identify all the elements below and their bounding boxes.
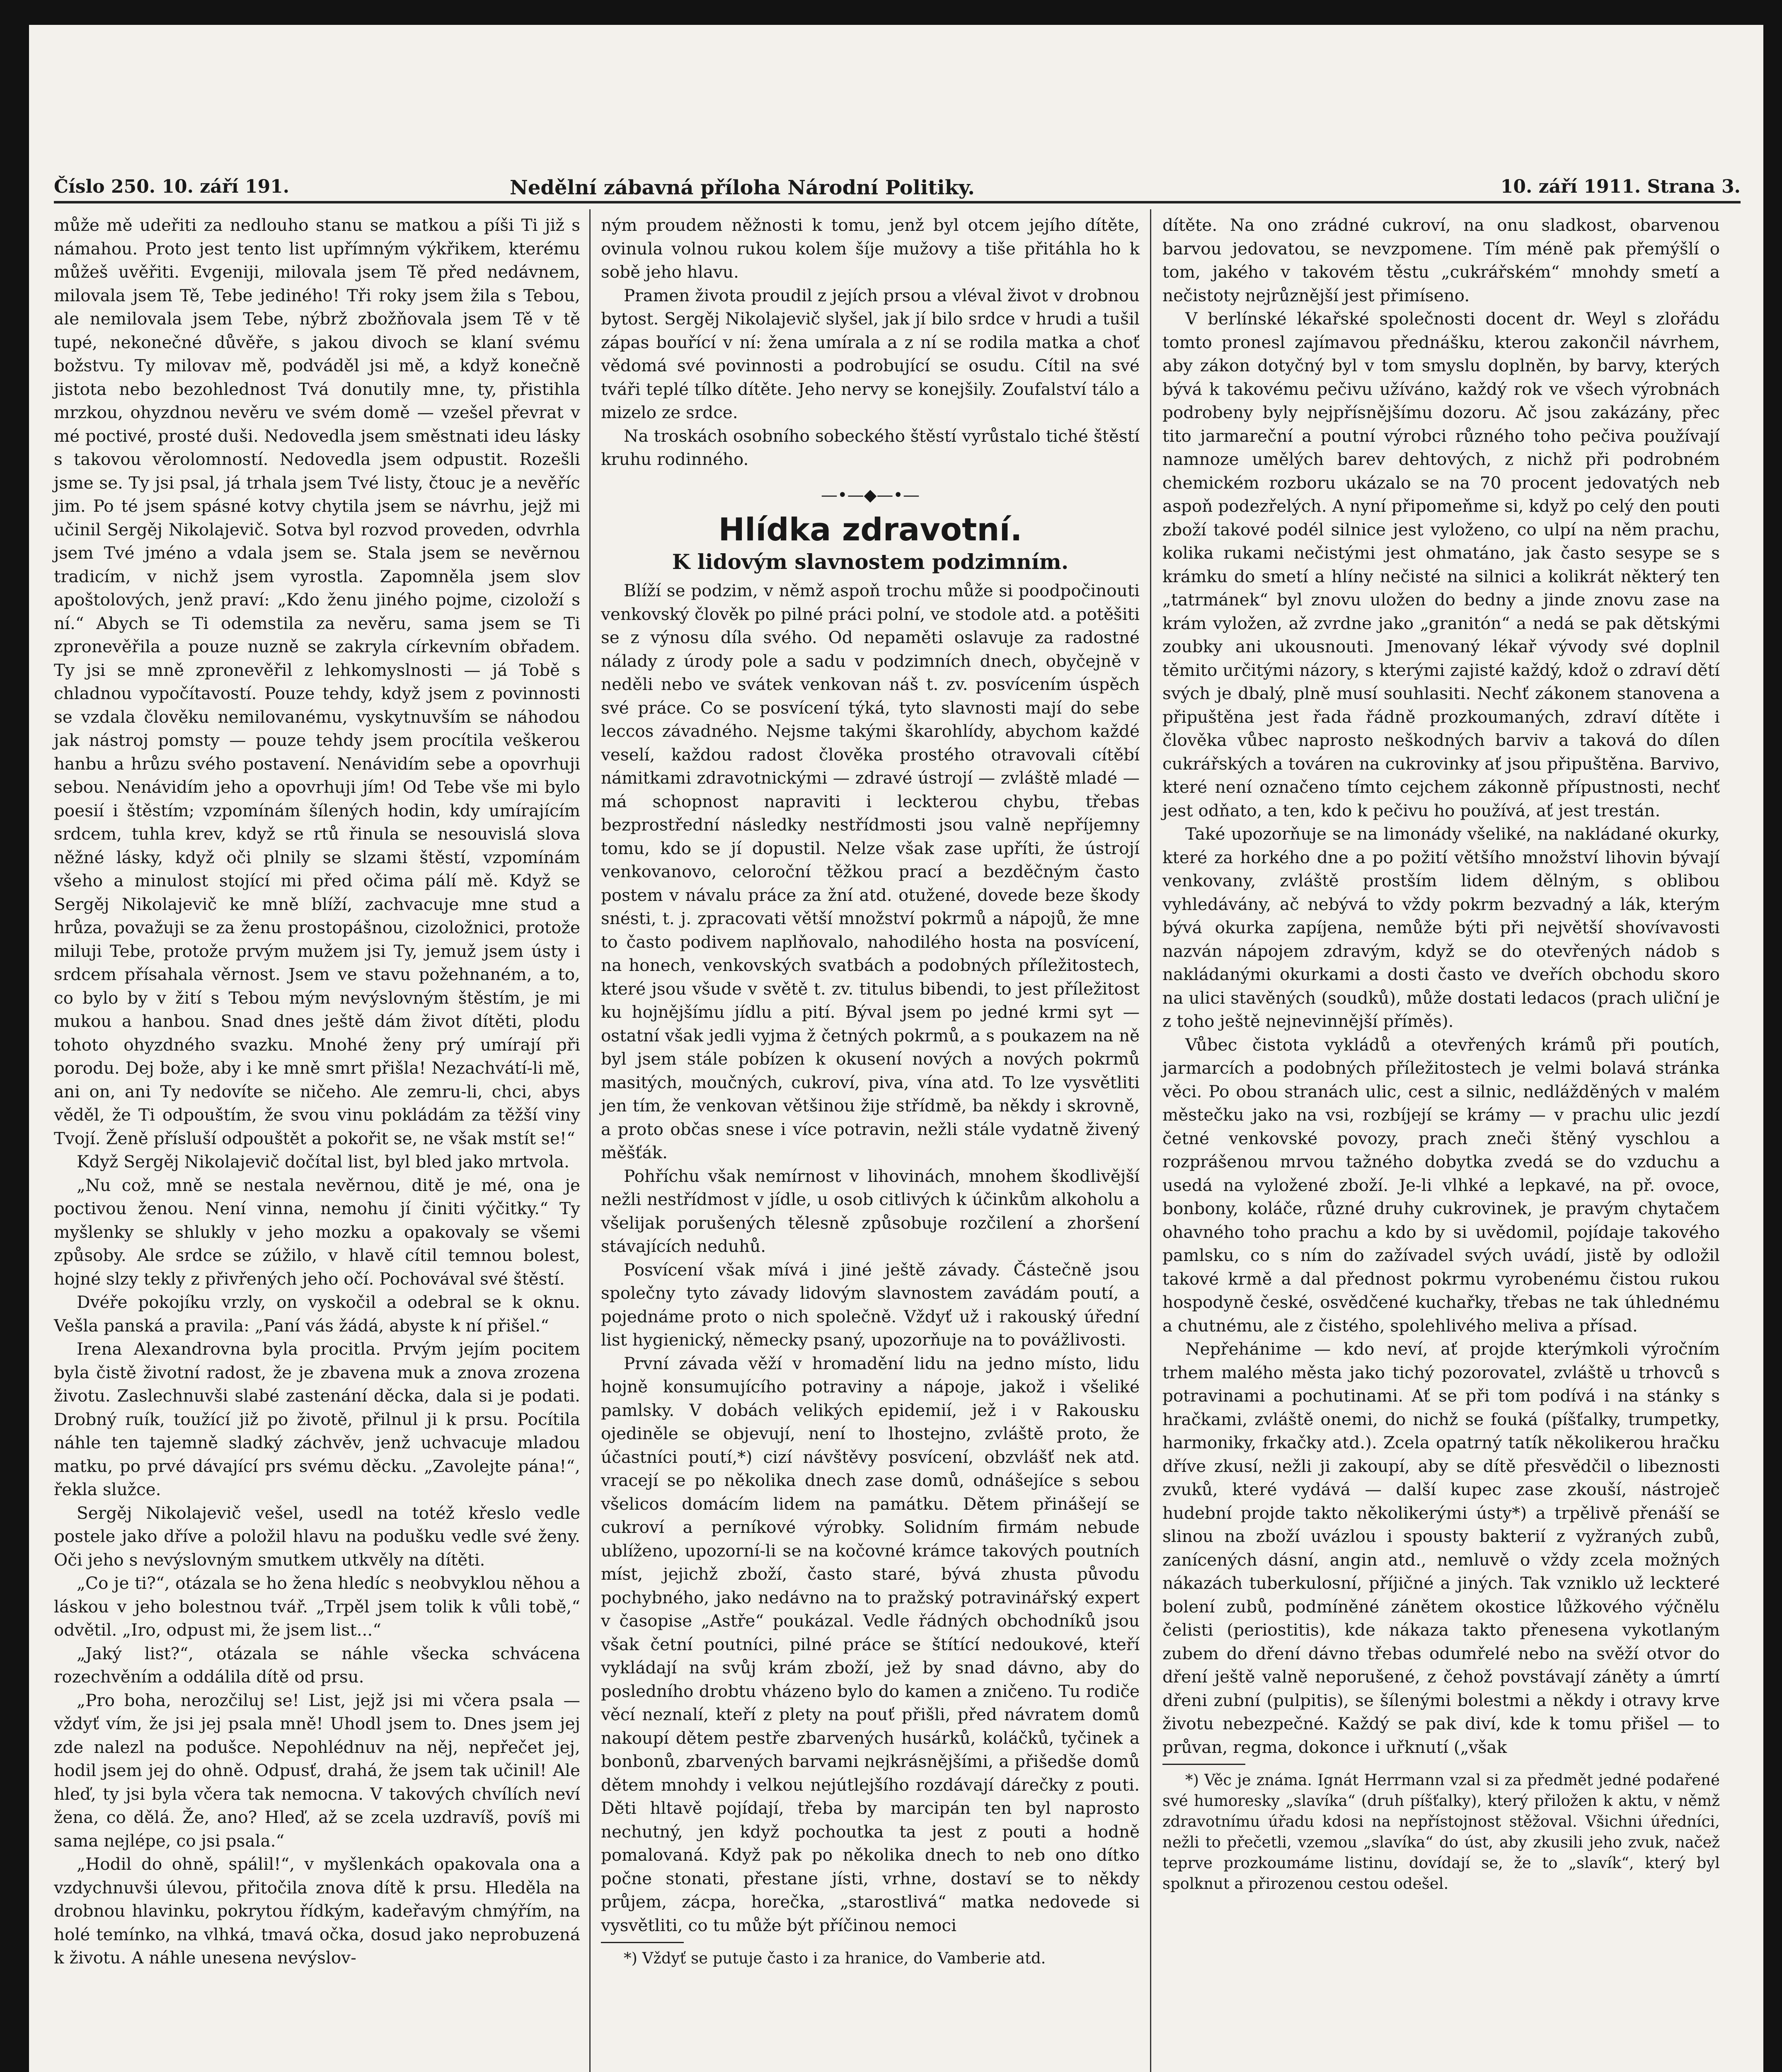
paragraph: může mě udeřiti za nedlouho stanu se matkou a píši Ti již s námahou. Proto jest tento list upřímným výkřikem, kterému můžeš uvěřiti. Evgeniji, milovala jsem Tě před nedávnem, milovala jsem Tě, Tebe jediného! Tři roky jsem žila s Tebou, ale nemilovala jsem Tebe, nýbrž zbožňovala jsem Tě v tě tupé, nekonečné důvěře, s jakou divoch se klaní svému božstvu. Ty milovav mě, podváděl jsi mě, a když konečně jistota nebo bezohlednost Tvá donutily mne, ty, přistihla mrzkou, ohyzdnou nevěru ve svém domě — vzešel převrat v mé poctivé, prosté duši. Nedovedla jsem směstnati ideu lásky s takovou věrolomností. Nedovedla jsem odpustit. Rozešli jsme se. Ty jsi psal, já trhala jsem Tvé listy, čtouc je a nevěříc jim. Po té jsem spásné kotvy chytila jsem se návrhu, jejž mi učinil Sergěj Nikolajevič. Sotva byl rozvod proveden, odvrhla jsem Tvé jméno a vdala jsem se. Stala jsem se nevěrnou tradicím, v nichž jsem vyrostla. Zapomněla jsem slov apoštolových, jenž praví: „Kdo ženu jiného pojme, cizoloží s ní.“ Abych se Ti odemstila za nevěru, sama jsem se Ti zpronevěřila a pouze nuzně se zakryla církevním obřadem. Ty jsi se mně zpronevěřil z lehkomyslnosti — já Tobě s chladnou vypočítavostí. Pouze tehdy, když jsem z povinnosti se vzdala člověku nemilovanému, vyskytnuvším se náhodou jak nástroj pomsty — pouze tehdy jsem procítila veškerou hanbu a hrůzu svého postavení. Nenávidím sebe a opovrhuji sebou. Nenávidím jeho a opovrhuji jím! Od Tebe vše mi bylo poesií i štěstím; vzpomínám šílených hodin, kdy umírajícím srdcem, tuhla krev, když se rtů řinula se nesouvislá slova něžné lásky, když oči plnily se slzami štěstí, vzpomínám všeho a minulost stojící mi před očima pálí mě. Když se Sergěj Nikolajevič ke mně blíží, zachvacuje mne stud a hrůza, považuji se za ženu prostopášnou, cizoložnici, protože miluji Tebe, protože prvým mužem jsi Ty, jemuž jsem ústy i srdcem přísahala věrnost. Jsem ve stavu požehnaném, a to, co bylo by v žití s Tebou mým nevýslovným štěstím, je mi mukou a hanbou. Snad dnes ještě dám život dítěti, plodu tohoto ohyzdného svazku. Mnohé ženy prý umírají při porodu. Dej bože, aby i ke mně smrt přišla! Nezachvátí-li mě, ani on, ani Ty nedovíte se ničeho. Ale zemru-li, chci, abys věděl, že Ti odpouštím, že svou vinu pokládám za těžší viny Tvojí. Ženě přísluší odpouštět a pokořit se, ne však mstít se!“: [54, 215, 580, 1148]
column-2: [601, 213, 1140, 1969]
paragraph: Dvéře pokojíku vrzly, on vyskočil a odebral se k oknu. Vešla panská a pravila: „Paní vás žádá, abyste k ní přišel.“: [54, 1292, 580, 1336]
column-1: [54, 213, 580, 1970]
paragraph: Pohříchu však nemírnost v lihovinách, mnohem škodlivější nežli nestřídmost v jídle, u osob citlivých k účinkům alkoholu a všelijak porušených tělesně způsobuje rozčilení a zhoršení stávajících neduhů.: [601, 1166, 1140, 1256]
newspaper-page: [29, 25, 1763, 2072]
paragraph: V berlínské lékařské společnosti docent dr. Weyl s zlořádu tomto pronesl zajímavou přednášku, kterou zakončil návrhem, aby zákon dotyčný byl v tom smyslu doplněn, by barvy, kterých bývá k takovému pečivu užíváno, každý rok ve všech výrobnách podrobeny byly nejpřísnějšímu dozoru. Ač jsou zakázány, přec tito jarmareční a poutní výrobci různého toho pečiva používají namnoze umělých barev dehtových, z nichž při podrobném chemickém rozboru ukázalo se na 70 procent jedovatých neb aspoň podezřelých. A nyní připomeňme si, když po celý den pouti zboží takové podél silnice jest vyloženo, co ulpí na něm prachu, kolika rukami nečistými jest ohmatáno, jak často sesype se s krámku do smetí a hlíny nečisté na silnici a kolikrát některý ten „tatrmánek“ byl znovu uložen do bedny a jinde znovu zase na krám vyložen, až zvrdne jako „granitón“ a nedá se pak dětskými zoubky ani ukousnouti. Jmenovaný lékař vývody své doplnil těmito určitými názory, s kterými zajisté každý, kdož o zdraví dětí svých je dbalý, plně musí souhlasiti. Nechť zákonem stanovena a připuštěna jest řada řádně prozkoumaných, zdraví dítěte i člověka vůbec naprosto neškodných barviv a taková do dílen cukrářských a továren na cukrovinky ať jsou připuštěna. Barvivo, které není označeno tímto cejchem zákonně přípustnosti, nechť jest odňato, a ten, kdo k pečivu ho používá, ať jest trestán.: [1162, 309, 1720, 821]
paragraph: „Nu což, mně se nestala nevěrnou, ditě je mé, ona je poctivou ženou. Není vinna, nemohu jí činiti výčitky.“ Ty myšlenky se shlukly v jeho mozku a opakovaly se všemi způsoby. Ale srdce se zúžilo, v hlavě cítil temnou bolest, hojné slzy tekly z přivřených jeho očí. Pochovával své štěstí.: [54, 1175, 580, 1289]
column-rule: [589, 209, 591, 2072]
paragraph: Nepřehánime — kdo neví, ať projde kterýmkoli výročním trhem malého města jako tichý pozorovatel, zvláště u trhovců s potravinami a pochutinami. Ať se při tom podívá i na stánky s hračkami, zvláště onemi, do nichž se fouká (píšťalky, trumpetky, harmoniky, frkačky atd.). Zcela opatrný tatík několikerou hračku dříve zkusí, nežli ji zakoupí, aby se dítě přesvědčil o libeznosti zvuků, které vydává — další kupec zase zkouší, nástroječ hudební projde takto několikerými ústy*) a trpělivě přenáší se slinou na zboží uvázlou i spousty bakterií z vyžraných zubů, zanícených dásní, angin atd., nemluvě o vždy zcela možných nákazách tuberkulosní, příjičné a jiných. Tak vzniklo už leckteré bolení zubů, podmíněné zánětem okostice lůžkového výčnělu čelisti (periostitis), kde nákaza takto přenesena vykotlaným zubem do dření dávno třebas odumřelé nebo na svěží otvor do dření ještě valně neporušené, z čehož povstávají záněty a úmrtí dřeni zubní (pulpitis), se šílenými bolestmi a někdy i otravy krve životu nebezpečné. Každý se pak diví, kde k tomu přišel — to průvan, regma, dokonce i uřknutí („však: [1162, 1339, 1720, 1757]
paragraph: První závada věží v hromadění lidu na jedno místo, lidu hojně konsumujícího potraviny a nápoje, jakož i všeliké pamlsky. V dobách velikých epidemií, jež i v Rakousku ojediněle se objevují, není to lhostejno, zvláště proto, že účastníci poutí,*) cizí návštěvy posvícení, obzvlášť nek atd. vracejí se po několika dnech zase domů, odnášejíce s sebou všelicos domácím lidem na památku. Dětem přinášejí se cukroví a perníkové výrobky. Solidním firmám nebude ublíženo, upozorní-li se na kočovné krámce takových poutních míst, jejichž zboží, často staré, bývá zhusta původu pochybného, jako nedávno na to pražský potravinářský expert v časopise „Astře“ poukázal. Vedle řádných obchodníků jsou však četní poutníci, pilné práce se štítící nedoukové, kteří vykládají na svůj krám zboží, jež by snad dávno, aby do posledního drobtu vházeno bylo do kamen a zničeno. Tu rodiče věcí neznalí, kteří z plety na pouť přišli, před návratem domů nakoupí dětem pestře zbarvených husárků, koláčků, tyčinek a bonbonů, zbarvených barvami nejkrásnějšími, a přišedše domů dětem mnohdy i velkou nejútlejšího rozdávají dárečky z pouti. Děti hltavě pojídají, třeba by marcipán ten byl naprosto nechutný, jen když pochoutka ta jest z pouti a hodně pomalovaná. Když pak po několika dnech to neb ono dítko počne stonati, přestane jísti, vrhne, dostaví se to někdy průjem, zácpa, horečka, „starostlivá“ matka nedovede si vysvětliti, co tu může být příčinou nemoci: [601, 1353, 1140, 1935]
section-subtitle: K lidovým slavnostem podzimním.: [672, 549, 1069, 574]
column-3: [1162, 213, 1720, 1894]
paragraph: Když Sergěj Nikolajevič dočítal list, byl bled jako mrtvola.: [77, 1152, 569, 1172]
paragraph: Blíží se podzim, v němž aspoň trochu může si poodpočinouti venkovský člověk po pilné práci polní, ve stodole atd. a potěšiti se z výnosu díla svého. Od nepaměti oslavuje za radostné nálady z úrody pole a sadu v podzimních dnech, obyčejně v neděli nebo ve svátek venkovan náš t. zv. posvícením úspěch své práce. Co se posvícení týká, tyto slavnosti mají do sebe leccos závadného. Nejsme takými škarohlídy, abychom každé veselí, každou radost člověka prostého otravovali cítěbí námitkami zdravotnickými — zdravé ústrojí — zvláště mladé — má schopnost napraviti i leckterou chybu, třebas bezprostřední následky nestřídmosti jsou valně nepříjemny tomu, kdo se jí dopustil. Nelze však zase upříti, že ústrojí venkovanovo, celoroční těžkou prací a bezděčným často postem v návalu práce za žní atd. otužené, dovede beze škody snésti, t. j. zpracovati větší množství pokrmů a nápojů, že mne to často podivem naplňovalo, nahodilého hosta na posvícení, na honech, venkovských svatbách a podobných příležitostech, které jsou všude v světě t. zv. titulus bibendi, to jest příležitost ku hojnějšímu jídlu a pití. Býval jsem po jedné krmi syt — ostatní však jedli vyjma ž četných pokrmů, a s poukazem na ně byl jsem stále pobízen k okusení nových a nových pokrmů masitých, moučných, cukroví, piva, vína atd. To lze vysvětliti jen tím, že venkovan většinou žije střídmě, ba někdy i skrovně, a proto občas snese i více potravin, nežli stále vydatně živený měšťák.: [601, 581, 1140, 1162]
footnote: *) Vždyť se putuje často i za hranice, do Vamberie atd.: [624, 1949, 1046, 1967]
footnote-rule: [1162, 1764, 1245, 1765]
ornament-divider: —•—◆—•—: [821, 485, 920, 505]
column-rule: [1150, 209, 1151, 2072]
date-and-page: 10. září 1911. Strana 3.: [1500, 176, 1741, 197]
paragraph: Na troskách osobního sobeckého štěstí vyrůstalo tiché štěstí kruhu rodinného.: [601, 426, 1140, 469]
page-header: [54, 176, 1741, 203]
supplement-title: Nedělní zábavná příloha Národní Politiky.: [510, 176, 975, 199]
paragraph: dítěte. Na ono zrádné cukroví, na onu sladkost, obarvenou barvou jedovatou, se nevzpomene. Tím méně pak přemýšlí o tom, jakého v takovém těstu „cukrářském“ mnohdy smetí a nečistoty nejrůznější jest přimíseno.: [1162, 215, 1720, 305]
paragraph: „Hodil do ohně, spálil!“, v myšlenkách opakovala ona a vzdychnuvši úlevou, přitočila znova dítě k prsu. Hleděla na drobnou hlavinku, pokrytou řídkým, kadeřavým chmýřím, na holé temínko, na vlhká, tmavá očka, dosud jako neprobuzená k životu. A náhle unesena nevýslov-: [54, 1854, 580, 1968]
paragraph: „Co je ti?“, otázala se ho žena hledíc s neobvyklou něhou a láskou v jeho bolestnou tvář. „Trpěl jsem tolik k vůli tobě,“ odvětil. „Iro, odpust mi, že jsem list...“: [54, 1573, 580, 1640]
footnote-rule: [601, 1942, 684, 1943]
paragraph: Sergěj Nikolajevič vešel, usedl na totéž křeslo vedle postele jako dříve a položil hlavu na podušku vedle své ženy. Oči jeho s nevýslovným smutkem utkvěly na dítěti.: [54, 1503, 580, 1570]
paragraph: Irena Alexandrovna byla procitla. Prvým jejím pocitem byla čistě životní radost, že je zbavena muk a znova zrozena životu. Zaslechnuvši slabé zastenání děcka, dala si je podati. Drobný ruík, toužící již po životě, přilnul ji k prsu. Pocítila náhle ten tajemně sladký záchvěv, jenž uchvacuje mladou matku, po prvé dávající prs svému děcku. „Zavolejte pána!“, řekla služce.: [54, 1339, 580, 1499]
paragraph: Pramen života proudil z jejích prsou a vléval život v drobnou bytost. Sergěj Nikolajevič slyšel, jak jí bilo srdce v hrudi a tušil zápas bouřící v ní: žena umírala a z ní se rodila matka a choť vědomá své povinnosti a podrobující se osudu. Cítil na své tváři teplé tílko dítěte. Jeho nervy se konejšily. Zoufalství tálo a mizelo ze srdce.: [601, 285, 1140, 422]
paragraph: „Jaký list?“, otázala se náhle všecka schvácena rozechvěním a oddálila dítě od prsu.: [54, 1643, 580, 1687]
paragraph: Posvícení však mívá i jiné ještě závady. Částečně jsou společny tyto závady lidovým slavnostem zavádám poutí, a pojednáme proto o nich společně. Vždyť už i rakouský úřední list hygienický, německy psaný, upozorňuje na to povážlivosti.: [601, 1259, 1140, 1350]
paragraph: „Pro boha, nerozčiluj se! List, jejž jsi mi včera psala — vždyť vím, že jsi jej psala mně! Uhodl jsem to. Dnes jsem jej zde nalezl na podušce. Nepohlédnuv na něj, nepřečet jej, hodil jsem jej do ohně. Odpusť, drahá, že jsem tak učinil! Ale hleď, ty jsi byla včera tak nemocna. V takových chvílích neví žena, co dělá. Že, ano? Hleď, až se zcela uzdravíš, povíš mi sama nejlépe, co jsi psala.“: [54, 1690, 580, 1851]
paragraph: Vůbec čistota vykládů a otevřených krámů při poutích, jarmarcích a podobných příležitostech je velmi bolavá stránka věci. Po obou stranách ulic, cest a silnic, nedlážděných v malém městečku jako na vsi, rozbíjejí se krámy — v prachu ulic jezdí četné venkovské povozy, prach zneči štěný vyschlou a rozprášenou mrvou tažného dobytka zvedá se do vzduchu a usedá na vyložené zboží. Je-li vlhké a lepkavé, na př. ovoce, bonbony, koláče, různé druhy cukrovinek, je pravým chytačem ohavného toho prachu a kdo by si uvědomil, pojídaje takového pamlsku, co s ním do zažívadel svých uvádí, jistě by odložil takové krmě a dal přednost pokrmu vyrobenému čistou rukou hospodyně české, osvědčené kuchařky, třebas ne tak úhlednému a chutnému, ale z čistého, spolehlivého meliva a přísad.: [1162, 1034, 1720, 1336]
paragraph: ným proudem něžnosti k tomu, jenž byl otcem jejího dítěte, ovinula volnou rukou kolem šíje mužovy a tiše přitáhla ho k sobě jeho hlavu.: [601, 215, 1140, 282]
issue-number: Číslo 250. 10. září 191.: [54, 176, 290, 197]
section-title: Hlídka zdravotní.: [718, 511, 1022, 548]
footnote: *) Věc je známa. Ignát Herrmann vzal si za předmět jedné podařené své humoresky „slavíka“ (druh píšťalky), který přiložen k aktu, v němž zdravotnímu úřadu kdosi na nepřístojnost stěžoval. Všichni úředníci, nežli to přečetli, vzemou „slavíka“ do úst, aby zkusili jeho zvuk, načež teprve prozkoumáme listinu, dovídají se, že to „slavík“, který byl spolknut a přirozenou cestou odešel.: [1162, 1771, 1720, 1893]
paragraph: Také upozorňuje se na limonády všeliké, na nakládané okurky, které za horkého dne a po požití většího množství lihovin bývají venkovany, zvláště prostším lidem dělným, s oblibou vyhledávány, ač nebývá to vždy pokrm bezvadný a lák, kterým bývá okurka zapíjena, nemůže býti při největší shovívavosti nazván nápojem zdravým, když se do otevřených nádob s nakládanými okurkami a dosti často ve dveřích obchodu skoro na ulici stavěných (soudků), může dostati ledacos (prach uliční je z toho ještě nejnevinnější příměs).: [1162, 824, 1720, 1031]
